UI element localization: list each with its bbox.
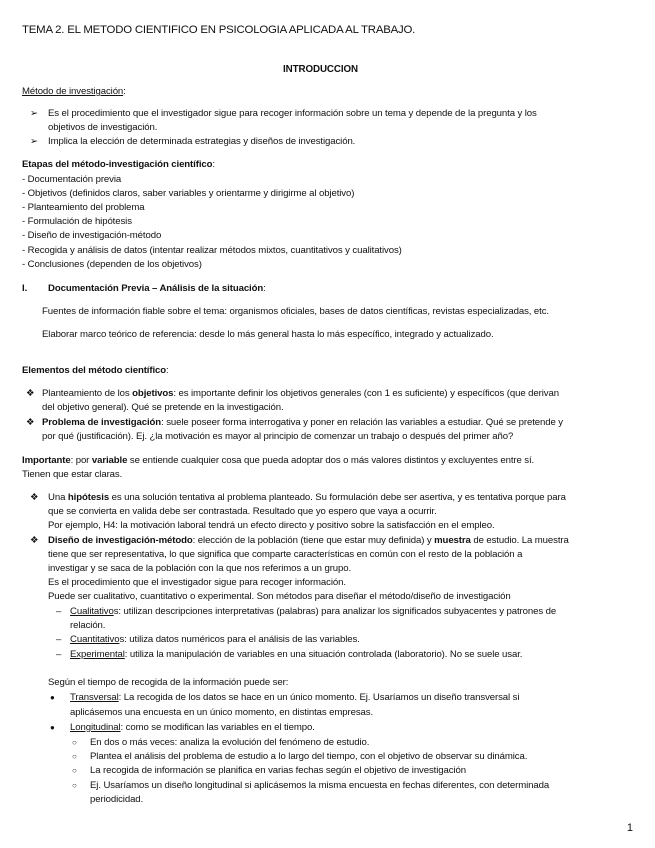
circle-bullet-icon: ○ — [72, 752, 77, 761]
arrow-bullet-icon: ➢ — [30, 108, 39, 119]
circle-bullet-icon: ○ — [72, 766, 77, 775]
objetivos-item: Planteamiento de los objetivos: es importante definir los objetivos generales (con 1 es suficiente) y específicos (que derivan — [42, 388, 559, 399]
etapa-item: - Formulación de hipótesis — [22, 216, 132, 227]
diseno-item-cont: investigar y se saca de la población con la que nos referimos a un grupo. — [48, 563, 352, 574]
metodo-bullet: Implica la elección de determinada estrategias y diseños de investigación. — [48, 136, 356, 147]
elementos-heading: Elementos del método científico: — [22, 365, 169, 376]
hipotesis-example: Por ejemplo, H4: la motivación laboral tendrá un efecto directo y positivo sobre la satisfacción en el empleo. — [48, 520, 495, 531]
dash-bullet-icon: – — [56, 649, 62, 660]
etapa-item: - Planteamiento del problema — [22, 202, 145, 213]
circle-bullet-icon: ○ — [72, 781, 77, 790]
document-title: TEMA 2. EL METODO CIENTIFICO EN PSICOLOGIA APLICADA AL TRABAJO. — [22, 24, 416, 36]
tipo-cuantitativo: Cuantitativos: utiliza datos numéricos para el análisis de las variables. — [70, 634, 360, 645]
diseno-item-cont: Puede ser cualitativo, cuantitativo o experimental. Son métodos para diseñar el método/diseño de investigación — [48, 591, 511, 602]
arrow-bullet-icon: ➢ — [30, 136, 39, 147]
tipo-experimental: Experimental: utiliza la manipulación de variables en una situación controlada (laboratorio). No se suele usar. — [70, 649, 523, 660]
diamond-bullet-icon: ❖ — [30, 535, 39, 546]
dash-bullet-icon: – — [56, 606, 62, 617]
longitudinal-subitem-cont: periodicidad. — [90, 794, 144, 805]
importante-note-cont: Tienen que estar claras. — [22, 469, 123, 480]
problema-item-cont: por qué (justificación). Ej. ¿la motivación es mayor al principio de comenzar un trabajo o después del primer año? — [42, 431, 514, 442]
tipo-cualitativo-cont: relación. — [70, 620, 106, 631]
diamond-bullet-icon: ❖ — [26, 417, 35, 428]
section-number: I. — [22, 283, 28, 294]
page-number: 1 — [626, 822, 633, 834]
importante-note: Importante: por variable se entiende cualquier cosa que pueda adoptar dos o más valores distintos y excluyentes entre sí. — [22, 455, 535, 466]
metodo-bullet-cont: objetivos de investigación. — [48, 122, 158, 133]
etapa-item: - Conclusiones (dependen de los objetivos) — [22, 259, 202, 270]
dot-bullet-icon: ● — [50, 723, 55, 732]
etapas-heading: Etapas del método-investigación científico: — [22, 159, 215, 170]
etapa-item: - Recogida y análisis de datos (intentar realizar métodos mixtos, cuantitativos y cualitativos) — [22, 245, 402, 256]
longitudinal-subitem: Ej. Usaríamos un diseño longitudinal si aplicásemos la misma encuesta en fechas diferentes, con determinada — [90, 780, 550, 791]
metodo-heading: Método de investigación: — [22, 86, 126, 97]
longitudinal-subitem: En dos o más veces: analiza la evolución del fenómeno de estudio. — [90, 737, 370, 748]
diseno-item-cont: tiene que ser representativa, lo que significa que comparte características en común con el resto de la población a — [48, 549, 523, 560]
circle-bullet-icon: ○ — [72, 738, 77, 747]
transversal-item-cont: aplicásemos una encuesta en un único momento, en distintas empresas. — [70, 707, 374, 718]
section1-paragraph: Elaborar marco teórico de referencia: desde lo más general hasta lo más específico, integrado y actualizado. — [42, 329, 494, 340]
longitudinal-item: Longitudinal: como se modifican las variables en el tiempo. — [70, 722, 315, 733]
diseno-item-cont: Es el procedimiento que el investigador sigue para recoger información. — [48, 577, 346, 588]
longitudinal-subitem: La recogida de información se planifica en varias fechas según el objetivo de investigación — [90, 765, 466, 776]
hipotesis-item: Una hipótesis es una solución tentativa al problema planteado. Su formulación debe ser asertiva, y es tentativa porque para — [48, 492, 566, 503]
hipotesis-item-cont: que se convierta en valida debe ser contrastada. Resultado que yo espero que vaya a ocurrir. — [48, 506, 437, 517]
tiempo-intro: Según el tiempo de recogida de la información puede ser: — [48, 677, 289, 688]
dot-bullet-icon: ● — [50, 693, 55, 702]
etapa-item: - Objetivos (definidos claros, saber variables y orientarme y dirigirme al objetivo) — [22, 188, 355, 199]
metodo-bullet: Es el procedimiento que el investigador sigue para recoger información sobre un tema y depende de la pregunta y los — [48, 108, 537, 119]
tipo-cualitativo: Cualitativos: utilizan descripciones interpretativas (palabras) para analizar los significados subyacentes y patrones de — [70, 606, 557, 617]
objetivos-item-cont: del objetivo general). Qué se pretende en la investigación. — [42, 402, 284, 413]
transversal-item: Transversal: La recogida de los datos se hace en un único momento. Ej. Usaríamos un diseño transversal si — [70, 692, 520, 703]
dash-bullet-icon: – — [56, 634, 62, 645]
problema-item: Problema de investigación: suele poseer forma interrogativa y poner en relación las variables a estudiar. Qué se pretende y — [42, 417, 563, 428]
etapa-item: - Documentación previa — [22, 174, 122, 185]
longitudinal-subitem: Plantea el análisis del problema de estudio a lo largo del tiempo, con el objetivo de observar su dinámica. — [90, 751, 528, 762]
intro-heading: INTRODUCCION — [283, 64, 358, 75]
diseno-item: Diseño de investigación-método: elección de la población (tiene que estar muy definida) y muestra de estudio. La muestra — [48, 535, 569, 546]
diamond-bullet-icon: ❖ — [30, 492, 39, 503]
etapa-item: - Diseño de investigación-método — [22, 230, 162, 241]
section1-paragraph: Fuentes de información fiable sobre el tema: organismos oficiales, bases de datos científicas, revistas especializadas, etc. — [42, 306, 549, 317]
section1-heading: Documentación Previa – Análisis de la situación: — [48, 283, 266, 294]
diamond-bullet-icon: ❖ — [26, 388, 35, 399]
